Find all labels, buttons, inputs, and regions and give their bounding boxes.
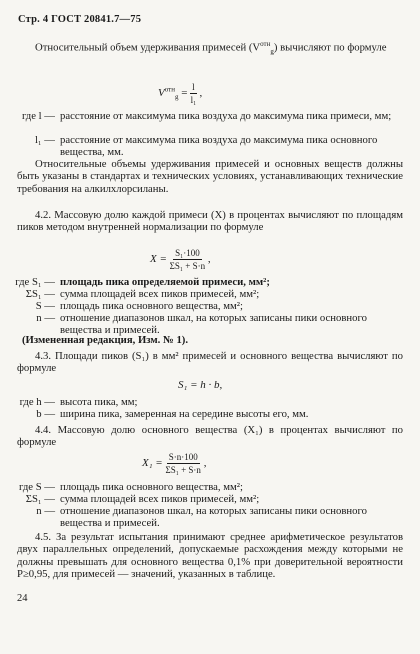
where-desc: площадь пика основного вещества, мм²; [60, 481, 243, 493]
formula-eq: = [181, 87, 188, 100]
paragraph-relative-volume [17, 38, 403, 58]
where-desc: площадь пика определяемой примеси, мм²; [60, 276, 270, 288]
formula-tail: , [203, 457, 207, 470]
revision-note: (Измененная редакция, Изм. № 1). [22, 334, 189, 346]
formula-fraction [190, 82, 197, 105]
paragraph-text: Относительный объем удерживания примесей (V [35, 41, 261, 54]
paragraph-text-end: ) вычисляют по формуле [273, 41, 387, 54]
formula-area: S₁ = h · b, [178, 379, 223, 391]
page-number: 24 [17, 593, 28, 604]
where-desc: расстояние от максимума пика воздуха до максимума пика примеси, мм; [60, 110, 392, 122]
where-key: где S₁ — [15, 276, 55, 288]
where-desc: расстояние от максимума пика воздуха до максимума пика основного вещества, мм. [60, 134, 378, 159]
where-key: n — [36, 505, 55, 517]
formula-lhs: X₁ = [142, 457, 163, 470]
fraction-numerator: S₁·100 [175, 248, 200, 258]
where-desc: отношение диапазонов шкал, на которых записаны пики основного вещества и примесей. [60, 312, 367, 337]
superscript: отн [260, 40, 271, 48]
paragraph-4-3: 4.3. Площади пиков (S₁) в мм² примесей и основного вещества вычисляют по формуле [17, 350, 403, 375]
subscript: g [270, 47, 274, 56]
where-key: S — [35, 300, 55, 312]
paragraph-4-2: 4.2. Массовую долю каждой примеси (X) в процентах вычисляют по площадям пиков методом внутренней нормализации по формуле [17, 209, 403, 234]
fraction-denominator: ΣS₁ + S·n [169, 261, 206, 271]
formula-relative-volume: $V^{отн}_g$ = $\frac{l}{\text{l₁}}$ , [158, 82, 203, 105]
formula-fraction [170, 248, 205, 271]
paragraph-4-4: 4.4. Массовую долю основного вещества (X₁) в процентах вычисляют по формуле [17, 424, 403, 449]
where-desc: площадь пика основного вещества, мм²; [60, 300, 243, 312]
where-block-3 [0, 396, 420, 422]
formula-fraction [165, 452, 200, 475]
formula-impurity [150, 248, 211, 271]
where-desc: ширина пика, замеренная на середине высоты его, мм. [60, 408, 309, 420]
fraction-numerator: l [192, 82, 195, 92]
paragraph-relative-volume-2: Относительные объемы удерживания примесей и основных веществ должны быть указаны в стандартах и технических условиях, устанавливающих технические требования на алкилхлорсиланы. [17, 158, 403, 195]
fraction-numerator: S·n·100 [168, 452, 198, 462]
where-desc: высота пика, мм; [60, 396, 138, 408]
formula-lhs: X = [150, 253, 167, 266]
where-key: где l — [21, 110, 55, 122]
formula-lhs: V [158, 87, 165, 100]
where-desc: отношение диапазонов шкал, на которых записаны пики основного вещества и примесей. [60, 505, 367, 530]
fraction-denominator: ΣS₁ + S·n [165, 465, 201, 475]
where-key: где h — [19, 396, 55, 408]
formula-main [142, 452, 206, 475]
where-key: ΣS₁ — [25, 288, 55, 300]
where-desc: сумма площадей всех пиков примесей, мм²; [60, 288, 260, 300]
formula-tail: , [207, 253, 211, 266]
where-key: ΣS₁ — [25, 493, 55, 505]
where-desc: сумма площадей всех пиков примесей, мм²; [60, 493, 260, 505]
fraction-denominator: l₁ [190, 95, 197, 105]
where-key: b — [36, 408, 55, 420]
where-key: l₁ — [34, 134, 55, 146]
formula-sub: g [174, 93, 179, 102]
page-header: Стр. 4 ГОСТ 20841.7—75 [18, 14, 142, 25]
paragraph-4-5: 4.5. За результат испытания принимают среднее арифметическое результатов двух параллельных определений, допускаемые расхождения между которыми не должны превышать для основного вещества 0,1% при доверительной вероятности P≥0,95, для примесей — значений, указанных в таблице. [17, 531, 403, 580]
where-block-1 [0, 110, 420, 159]
where-key: где S — [18, 481, 55, 493]
where-key: n — [36, 312, 55, 324]
where-block-4 [0, 481, 420, 531]
formula-sup: отн [164, 85, 175, 94]
